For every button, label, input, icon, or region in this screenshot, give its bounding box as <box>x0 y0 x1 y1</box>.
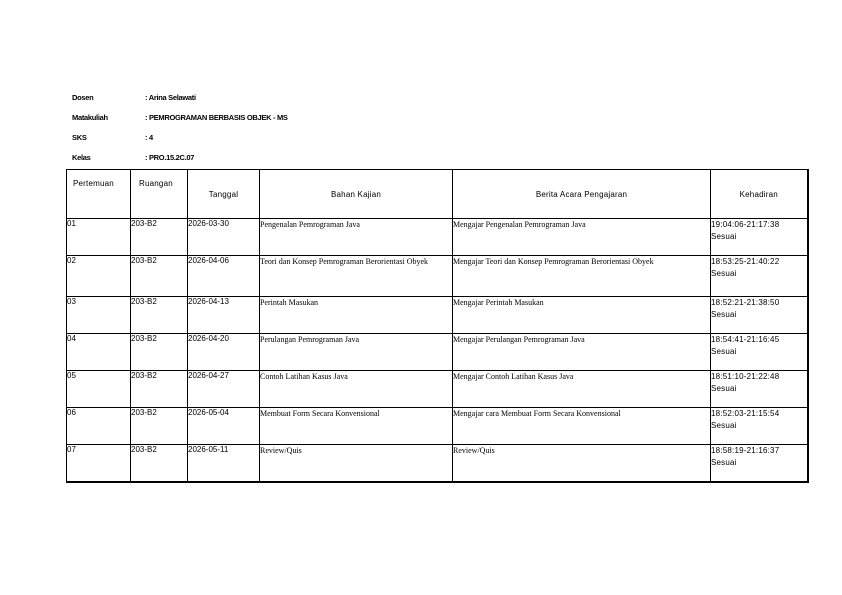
table-header-row <box>67 170 808 219</box>
header-berita-acara: Berita Acara Pengajaran <box>453 170 711 219</box>
ruangan-cell: 203-B2 <box>131 371 188 408</box>
bahan-cell: Pengenalan Pemrograman Java <box>260 219 453 256</box>
tanggal-cell: 2026-05-11 <box>188 445 260 483</box>
header-kehadiran: Kehadiran <box>711 170 808 219</box>
ruangan-cell: 203-B2 <box>131 408 188 445</box>
ruangan-cell: 203-B2 <box>131 445 188 483</box>
table-row <box>67 219 808 256</box>
kehadiran-waktu: 18:51:10-21:22:48 <box>711 372 780 381</box>
kehadiran-status: Sesuai <box>711 421 737 430</box>
pertemuan-cell: 07 <box>67 445 131 483</box>
header-tanggal: Tanggal <box>188 170 260 219</box>
dosen-label: Dosen <box>72 92 94 102</box>
tanggal-cell: 2026-04-13 <box>188 297 260 334</box>
kehadiran-status: Sesuai <box>711 232 737 241</box>
ruangan-cell: 203-B2 <box>131 256 188 297</box>
berita-cell: Mengajar Pengenalan Pemrograman Java <box>453 219 711 256</box>
pertemuan-cell: 02 <box>67 256 131 297</box>
meta-row-dosen <box>72 87 472 107</box>
berita-cell: Mengajar Teori dan Konsep Pemrograman Berorientasi Obyek <box>453 256 711 297</box>
sks-value: : 4 <box>145 132 153 142</box>
meta-row-matakuliah <box>72 107 472 127</box>
bahan-cell: Review/Quis <box>260 445 453 483</box>
bahan-cell: Contoh Latihan Kasus Java <box>260 371 453 408</box>
kehadiran-cell <box>711 334 808 371</box>
kehadiran-cell <box>711 297 808 334</box>
bahan-cell: Membuat Form Secara Konvensional <box>260 408 453 445</box>
sks-label: SKS <box>72 132 87 142</box>
table-row <box>67 408 808 445</box>
berita-cell: Mengajar Contoh Latihan Kasus Java <box>453 371 711 408</box>
pertemuan-cell: 03 <box>67 297 131 334</box>
meta-row-sks <box>72 127 472 147</box>
course-info <box>72 87 472 167</box>
tanggal-cell: 2026-03-30 <box>188 219 260 256</box>
pertemuan-cell: 05 <box>67 371 131 408</box>
kehadiran-waktu: 18:53:25-21:40:22 <box>711 257 780 266</box>
kelas-value: : PRO.15.2C.07 <box>145 152 195 162</box>
dosen-value: : Arina Selawati <box>145 92 196 102</box>
kehadiran-waktu: 18:52:03-21:15:54 <box>711 409 780 418</box>
kehadiran-cell <box>711 371 808 408</box>
kehadiran-waktu: 18:54:41-21:16:45 <box>711 335 780 344</box>
header-pertemuan: Pertemuan <box>67 170 131 219</box>
berita-cell: Mengajar cara Membuat Form Secara Konvensional <box>453 408 711 445</box>
table-row <box>67 445 808 483</box>
ruangan-cell: 203-B2 <box>131 334 188 371</box>
kehadiran-status: Sesuai <box>711 269 737 278</box>
kehadiran-cell <box>711 408 808 445</box>
berita-cell: Review/Quis <box>453 445 711 483</box>
kehadiran-waktu: 18:58:19-21:16:37 <box>711 446 780 455</box>
matakuliah-value: : PEMROGRAMAN BERBASIS OBJEK - MS <box>145 112 288 122</box>
kehadiran-cell <box>711 445 808 483</box>
kelas-label: Kelas <box>72 152 91 162</box>
kehadiran-cell <box>711 219 808 256</box>
kehadiran-status: Sesuai <box>711 458 737 467</box>
table-row <box>67 297 808 334</box>
kehadiran-status: Sesuai <box>711 347 737 356</box>
matakuliah-label: Matakuliah <box>72 112 108 122</box>
meta-row-kelas <box>72 147 472 167</box>
tanggal-cell: 2026-04-20 <box>188 334 260 371</box>
bahan-cell: Perintah Masukan <box>260 297 453 334</box>
tanggal-cell: 2026-04-06 <box>188 256 260 297</box>
kehadiran-waktu: 18:52:21-21:38:50 <box>711 298 780 307</box>
berita-cell: Mengajar Perulangan Pemrograman Java <box>453 334 711 371</box>
table-row <box>67 371 808 408</box>
pertemuan-cell: 06 <box>67 408 131 445</box>
tanggal-cell: 2026-05-04 <box>188 408 260 445</box>
attendance-table <box>66 169 809 483</box>
bahan-cell: Perulangan Pemrograman Java <box>260 334 453 371</box>
pertemuan-cell: 01 <box>67 219 131 256</box>
ruangan-cell: 203-B2 <box>131 297 188 334</box>
pertemuan-cell: 04 <box>67 334 131 371</box>
kehadiran-cell <box>711 256 808 297</box>
table-row <box>67 334 808 371</box>
kehadiran-status: Sesuai <box>711 384 737 393</box>
kehadiran-waktu: 19:04:06-21:17:38 <box>711 220 780 229</box>
table-row <box>67 256 808 297</box>
header-bahan-kajian: Bahan Kajian <box>260 170 453 219</box>
ruangan-cell: 203-B2 <box>131 219 188 256</box>
tanggal-cell: 2026-04-27 <box>188 371 260 408</box>
berita-cell: Mengajar Perintah Masukan <box>453 297 711 334</box>
header-ruangan: Ruangan <box>131 170 188 219</box>
bahan-cell: Teori dan Konsep Pemrograman Berorientasi Obyek <box>260 256 453 297</box>
kehadiran-status: Sesuai <box>711 310 737 319</box>
